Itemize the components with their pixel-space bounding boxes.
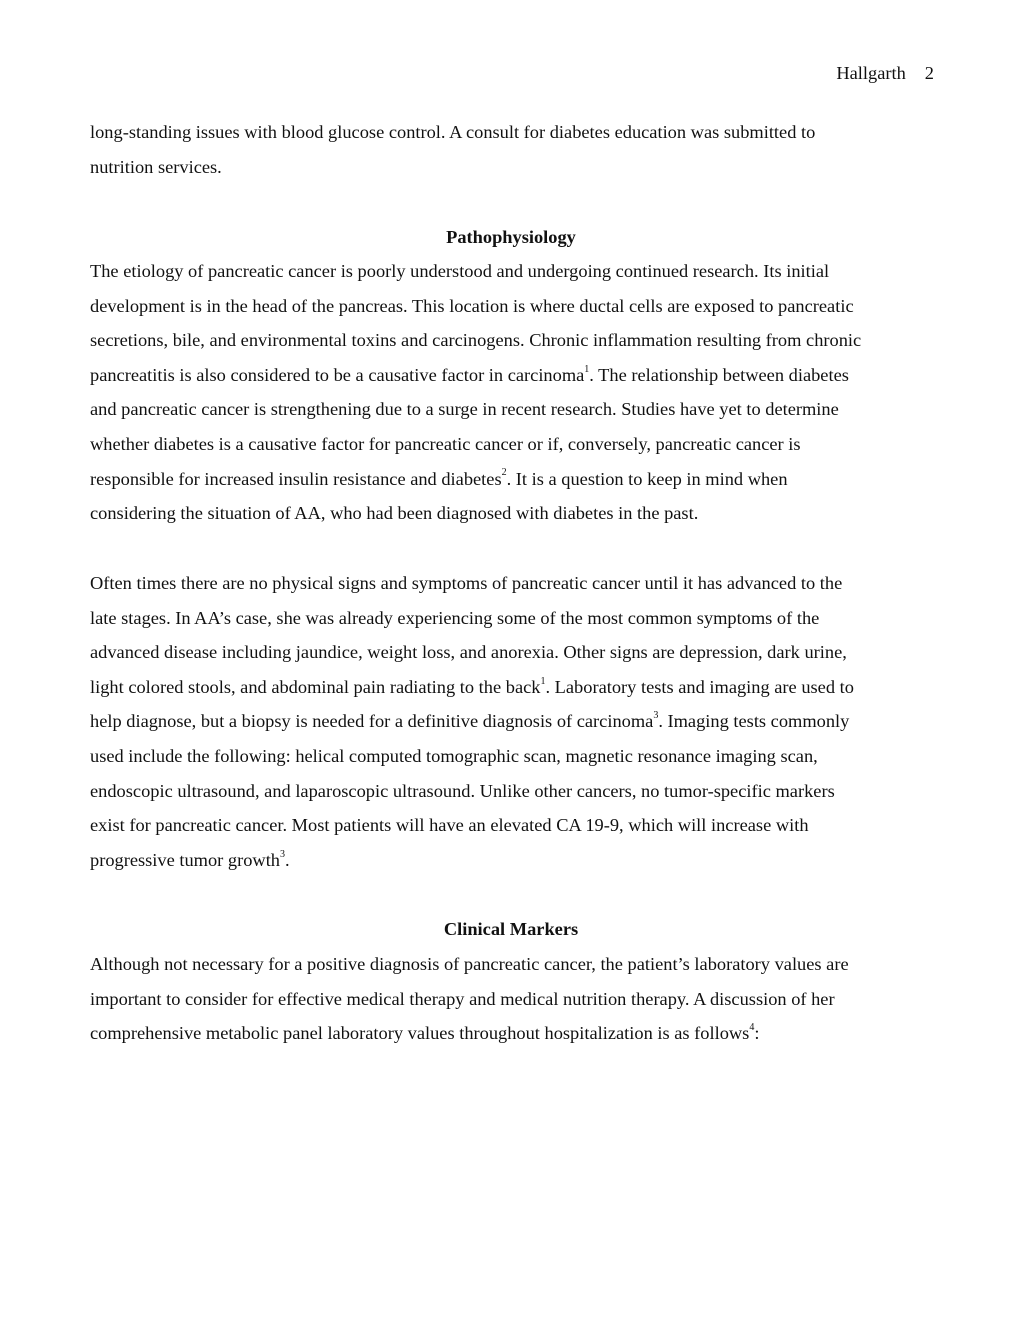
text-line: help diagnose, but a biopsy is needed for a definitive diagnosis of carcinoma$^3$. Imaging tests commonly	[90, 710, 850, 732]
citation-superscript: 3	[653, 710, 659, 722]
citation-superscript: 1	[584, 363, 590, 375]
pathophysiology-paragraph-2	[90, 566, 940, 877]
text-line: late stages. In AA’s case, she was already experiencing some of the most common symptoms of the	[90, 607, 820, 628]
text-line: The etiology of pancreatic cancer is poorly understood and undergoing continued research. Its initial	[90, 261, 830, 281]
text-line: responsible for increased insulin resistance and diabetes$^2$. It is a question to keep in mind when	[90, 467, 788, 489]
text-line: secretions, bile, and environmental toxins and carcinogens. Chronic inflammation resulting from chronic	[90, 330, 862, 351]
text-line: Although not necessary for a positive diagnosis of pancreatic cancer, the patient’s laboratory values are	[90, 954, 849, 974]
text-line: long-standing issues with blood glucose control. A consult for diabetes education was submitted to	[90, 122, 816, 142]
pathophysiology-paragraph-1	[90, 254, 940, 531]
text-line: Often times there are no physical signs and symptoms of pancreatic cancer until it has advanced to the	[90, 573, 843, 593]
text-line: whether diabetes is a causative factor for pancreatic cancer or if, conversely, pancreatic cancer is	[90, 433, 801, 454]
text-line: endoscopic ultrasound, and laparoscopic ultrasound. Unlike other cancers, no tumor-specific markers	[90, 780, 835, 801]
citation-superscript: 1	[540, 675, 546, 687]
text-line: progressive tumor growth$^3$.	[90, 848, 290, 870]
page-number: 2	[924, 63, 934, 83]
text-line: nutrition services.	[90, 156, 222, 177]
section-heading-clinical-markers: Clinical Markers	[443, 919, 579, 939]
citation-superscript: 2	[501, 467, 507, 479]
text-line: comprehensive metabolic panel laboratory values throughout hospitalization is as follows$^4$:	[90, 1022, 760, 1044]
section-heading-pathophysiology: Pathophysiology	[446, 227, 576, 247]
text-line: development is in the head of the pancreas. This location is where ductal cells are exposed to pancreatic	[90, 295, 854, 316]
text-line: used include the following: helical computed tomographic scan, magnetic resonance imaging scan,	[90, 745, 818, 766]
text-line: advanced disease including jaundice, weight loss, and anorexia. Other signs are depression, dark urine,	[90, 642, 847, 663]
text-line: exist for pancreatic cancer. Most patients will have an elevated CA 19-9, which will increase with	[90, 815, 809, 836]
clinical-markers-paragraph	[90, 947, 940, 1051]
intro-paragraph	[90, 115, 940, 184]
header-author: Hallgarth	[836, 63, 906, 83]
text-line: considering the situation of AA, who had been diagnosed with diabetes in the past.	[90, 503, 699, 524]
running-header	[836, 61, 934, 85]
citation-superscript: 4	[749, 1022, 755, 1034]
citation-superscript: 3	[280, 848, 286, 860]
text-line: important to consider for effective medical therapy and medical nutrition therapy. A discussion of her	[90, 988, 835, 1009]
text-line: and pancreatic cancer is strengthening due to a surge in recent research. Studies have yet to determine	[90, 399, 839, 420]
text-line: light colored stools, and abdominal pain radiating to the back$^1$. Laboratory tests and imaging are used to	[90, 675, 854, 697]
text-line: pancreatitis is also considered to be a causative factor in carcinoma$^1$. The relationship between diabetes	[90, 363, 849, 385]
